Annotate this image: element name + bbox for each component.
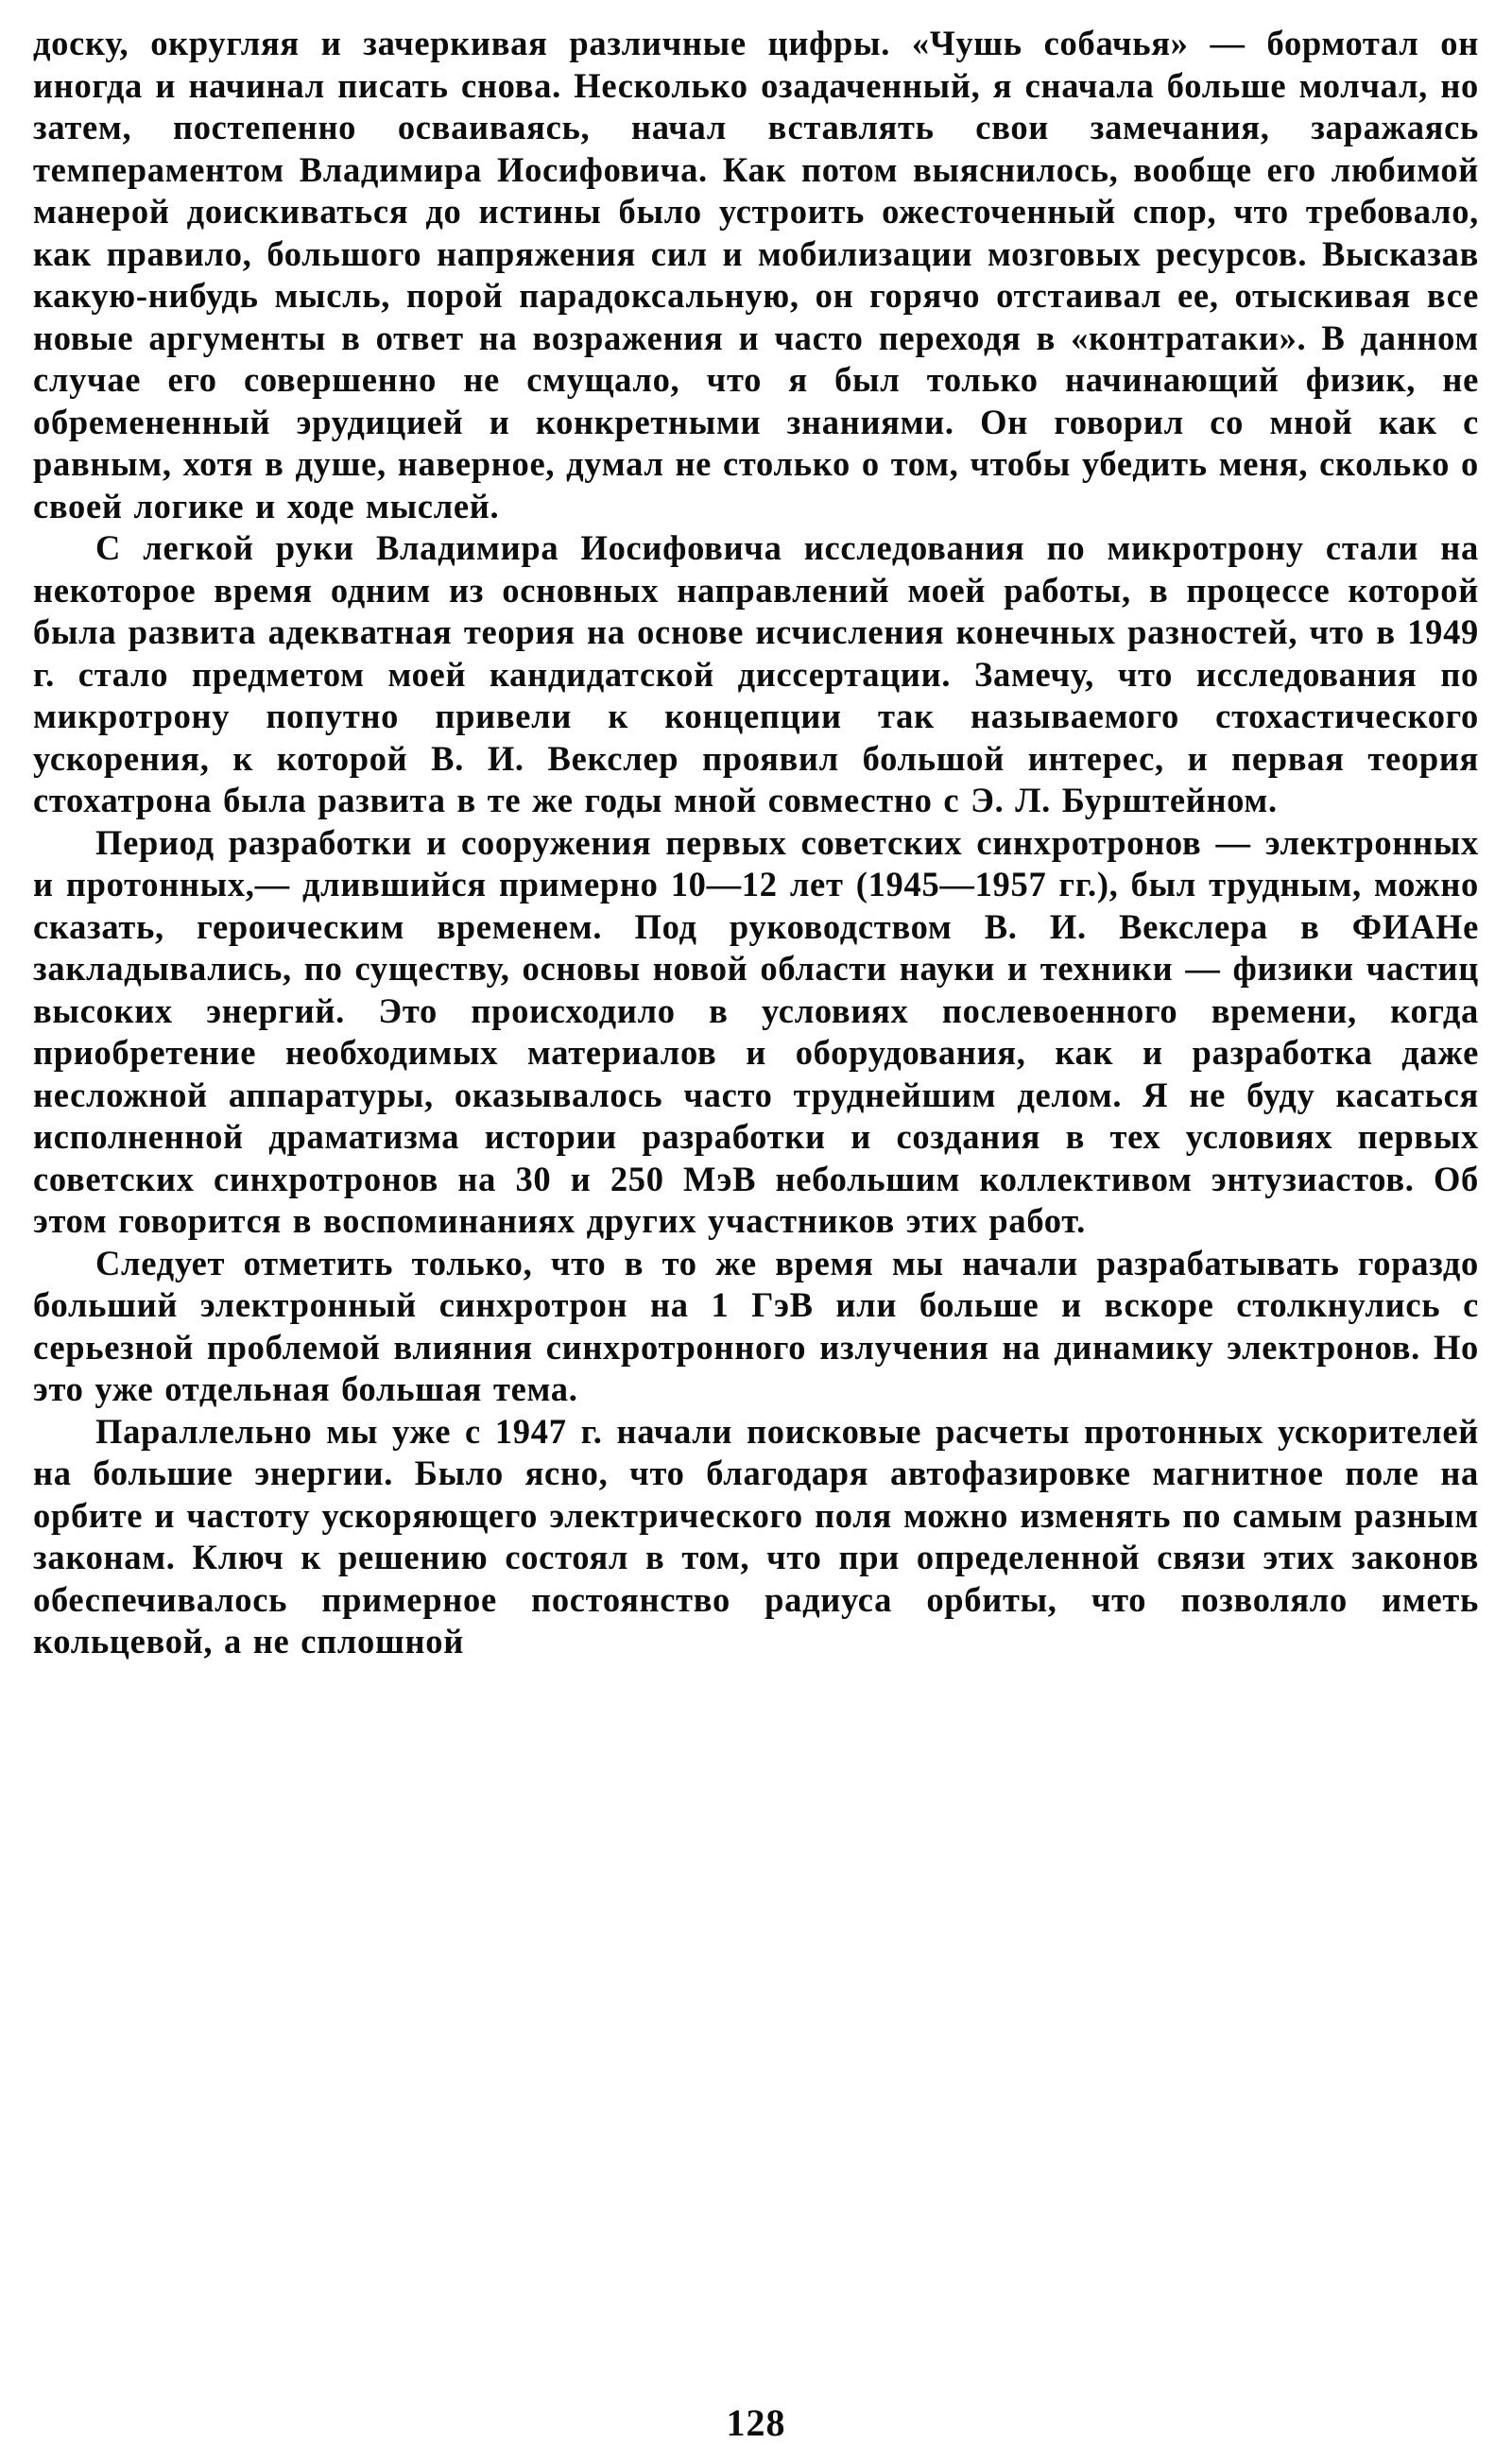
- paragraph-synchrotrons: Период разработки и сооружения первых советских синхротронов — электронных и протонных,— длившийся примерно 10—12 лет (1945—1957 гг.), был трудным, можно сказать, героическим временем. Под руководством В. И. Векслера в ФИАНе закладывались, по существу, основы новой области науки и техники — физики частиц высоких энергий. Это происходило в условиях послевоенного времени, когда приобретение необходимых материалов и оборудования, как и разработка даже несложной аппаратуры, оказывалось часто труднейшим делом. Я не буду касаться исполненной драматизма истории разработки и создания в тех условиях первых советских синхротронов на 30 и 250 МэВ небольшим коллективом энтузиастов. Об этом говорится в воспоминаниях других участников этих работ.: [33, 822, 1479, 1240]
- paragraph-electron-synchrotron: Следует отметить только, что в то же время мы начали разрабатывать гораздо больший электронный синхротрон на 1 ГэВ или больше и вскоре столкнулись с серьезной проблемой влияния синхротронного излучения на динамику электронов. Но это уже отдельная большая тема.: [33, 1243, 1479, 1408]
- paragraph-proton-accelerators: Параллельно мы уже с 1947 г. начали поисковые расчеты протонных ускорителей на большие энергии. Было ясно, что благодаря автофазировке магнитное поле на орбите и частоту ускоряющего электрического поля можно изменять по самым разным законам. Ключ к решению состоял в том, что при определенной связи этих законов обеспечивалось примерное постоянство радиуса орбиты, что позволяло иметь кольцевой, а не сплошной: [33, 1411, 1479, 1661]
- page-number: 128: [726, 2401, 786, 2444]
- paragraph-microtron: С легкой руки Владимира Иосифовича исследования по микротрону стали на некоторое время одним из основных направлений моей работы, в процессе которой была развита адекватная теория на основе исчисления конечных разностей, что в 1949 г. стало предметом моей кандидатской диссертации. Замечу, что исследования по микротрону попутно привели к концепции так называемого стохастического ускорения, к которой В. И. Векслер проявил большой интерес, и первая теория стохатрона была развита в те же годы мной совместно с Э. Л. Бурштейном.: [33, 528, 1479, 819]
- paragraph-continuation: доску, округляя и зачеркивая различные цифры. «Чушь собачья» — бормотал он иногда и начинал писать снова. Несколько озадаченный, я сначала больше молчал, но затем, постепенно осваиваясь, начал вставлять свои замечания, заражаясь темпераментом Владимира Иосифовича. Как потом выяснилось, вообще его любимой манерой доискиваться до истины было устроить ожесточенный спор, что требовало, как правило, большого напряжения сил и мобилизации мозговых ресурсов. Высказав какую-нибудь мысль, порой парадоксальную, он горячо отстаивал ее, отыскивая все новые аргументы в ответ на возражения и часто переходя в «контратаки». В данном случае его совершенно не смущало, что я был только начинающий физик, не обремененный эрудицией и конкретными знаниями. Он говорил со мной как с равным, хотя в душе, наверное, думал не столько о том, чтобы убедить меня, сколько о своей логике и ходе мыслей.: [33, 24, 1479, 525]
- book-page-text: [33, 23, 1479, 1663]
